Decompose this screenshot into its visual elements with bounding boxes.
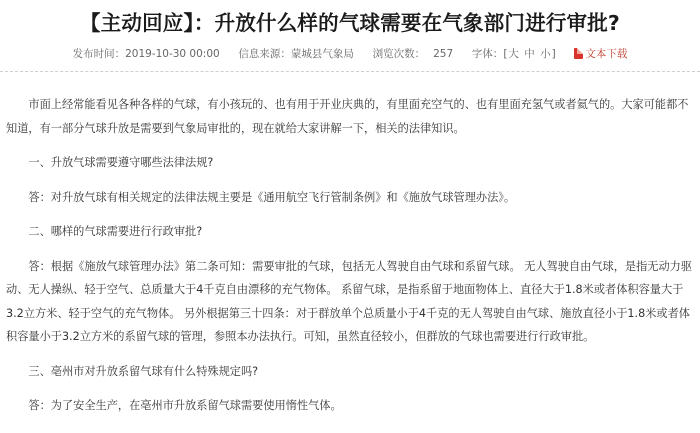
publish-time: 2019-10-30 00:00 bbox=[125, 48, 220, 60]
views-label: 浏览次数： bbox=[372, 48, 426, 60]
source-label: 信息来源： bbox=[238, 48, 291, 60]
article-title: 【主动回应】：升放什么样的气球需要在气象部门进行审批? bbox=[79, 11, 621, 35]
answer-3: 答：为了安全生产，在亳州市升放系留气球需要使用惰性气体。 bbox=[28, 399, 342, 412]
intro-paragraph: 市面上经常能看见各种各样的气球，有小孩玩的、也有用于开业庆典的，有里面充空气的、也有里面充氢气或者氦气的。大家可能都不知道，有一部分气球升放是需要到气象局审批的，现在就给大家讲解一下，相关的法律知识。 bbox=[6, 98, 689, 135]
question-2: 二、哪样的气球需要进行行政审批? bbox=[28, 225, 203, 238]
header-divider bbox=[0, 71, 700, 72]
answer-1: 答：对升放气球有相关规定的法律法规主要是《通用航空飞行管制条例》和《施放气球管理办法》。 bbox=[28, 190, 516, 204]
pdf-icon bbox=[574, 48, 583, 59]
question-1: 一、升放气球需要遵守哪些法律法规? bbox=[28, 156, 214, 169]
question-3: 三、亳州市对升放系留气球有什么特殊规定吗? bbox=[28, 364, 259, 378]
font-size-medium-button[interactable]: 中 bbox=[524, 48, 535, 60]
answer-2: 答：根据《施放气球管理办法》第二条可知：需要审批的气球，包括无人驾驶自由气球和系留气球。 无人驾驶自由气球，是指无动力驱动、无人操纵、轻于空气、总质量大于4千克自由漂移的充气物体。 系留气球，是指系留于地面物体上、直径大于1.8米或者体积容量大于3.2立方米、轻于空气的充气物体。 另外根据第三十四条：对于群放单个总质量小于4千克的无人驾驶自由气球、施放直径小于1.8米或者体积容量小于3.2立方米的系留气球的管理，参照本办法执行。可知，虽然直径较小，但群放的气球也需要进行行政审批。 bbox=[6, 259, 693, 343]
views-count: 257 bbox=[433, 48, 454, 60]
text-download-link[interactable] bbox=[574, 48, 627, 60]
article-body bbox=[6, 93, 692, 418]
font-size-bracket-open: [ bbox=[503, 48, 508, 60]
font-size-small-button[interactable]: 小 bbox=[540, 48, 551, 60]
text-download-label: 文本下载 bbox=[585, 48, 628, 60]
source-value: 蒙城县气象局 bbox=[290, 48, 354, 60]
publish-time-label: 发布时间： bbox=[72, 48, 126, 60]
font-size-bracket-close: ] bbox=[551, 48, 556, 60]
font-size-large-button[interactable]: 大 bbox=[508, 48, 519, 60]
article-meta bbox=[0, 46, 700, 61]
font-size-label: 字体： bbox=[471, 48, 504, 60]
